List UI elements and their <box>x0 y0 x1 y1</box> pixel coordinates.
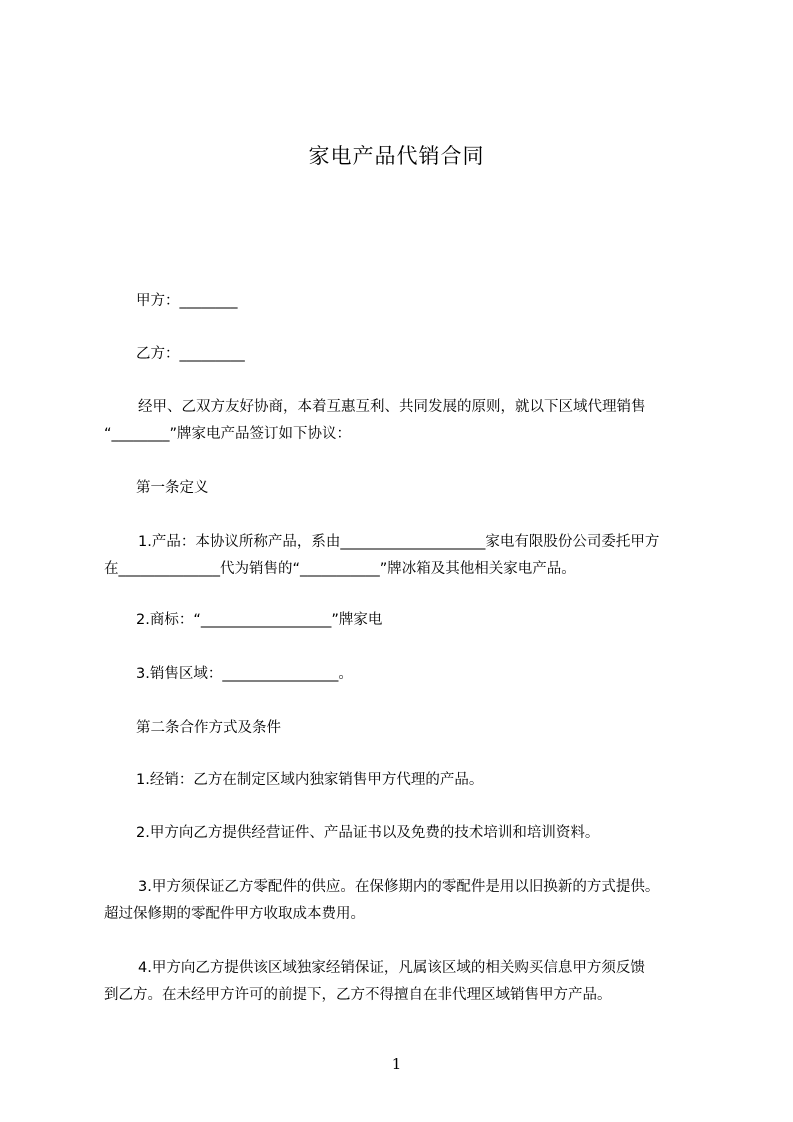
article-2-heading: 第二条合作方式及条件 <box>136 720 281 736</box>
article-2-item-4-line-2: 到乙方。在未经甲方许可的前提下，乙方不得擅自在非代理区域销售甲方产品。 <box>104 987 612 1003</box>
document-title: 家电产品代销合同 <box>308 144 485 168</box>
article-2-item-4-line-1: 4.甲方向乙方提供该区域独家经销保证，凡属该区域的相关购买信息甲方须反馈 <box>138 960 645 976</box>
article-1-item-2: 2.商标：“__________________”牌家电 <box>136 612 383 628</box>
article-1-item-1-line-2: 在______________代为销售的“___________”牌冰箱及其他相关家电产品。 <box>104 561 576 577</box>
article-1-item-3: 3.销售区域：________________。 <box>136 666 353 682</box>
intro-line-2: “________”牌家电产品签订如下协议： <box>104 426 352 442</box>
article-2-item-3-line-2: 超过保修期的零配件甲方收取成本费用。 <box>104 906 365 922</box>
article-2-item-1: 1.经销：乙方在制定区域内独家销售甲方代理的产品。 <box>136 772 484 788</box>
page-number: 1 <box>391 1055 402 1073</box>
article-2-item-2: 2.甲方向乙方提供经营证件、产品证书以及免费的技术培训和培训资料。 <box>136 825 600 841</box>
article-1-item-1-line-1: 1.产品：本协议所称产品，系由____________________家电有限股份公司委托甲方 <box>138 534 660 550</box>
intro-line-1: 经甲、乙双方友好协商，本着互惠互利、共同发展的原则，就以下区域代理销售 <box>138 399 646 415</box>
article-2-item-3-line-1: 3.甲方须保证乙方零配件的供应。在保修期内的零配件是用以旧换新的方式提供。 <box>138 879 660 895</box>
party-a-line: 甲方：________ <box>136 293 238 309</box>
article-1-heading: 第一条定义 <box>136 480 209 496</box>
party-b-line: 乙方：_________ <box>136 346 245 362</box>
